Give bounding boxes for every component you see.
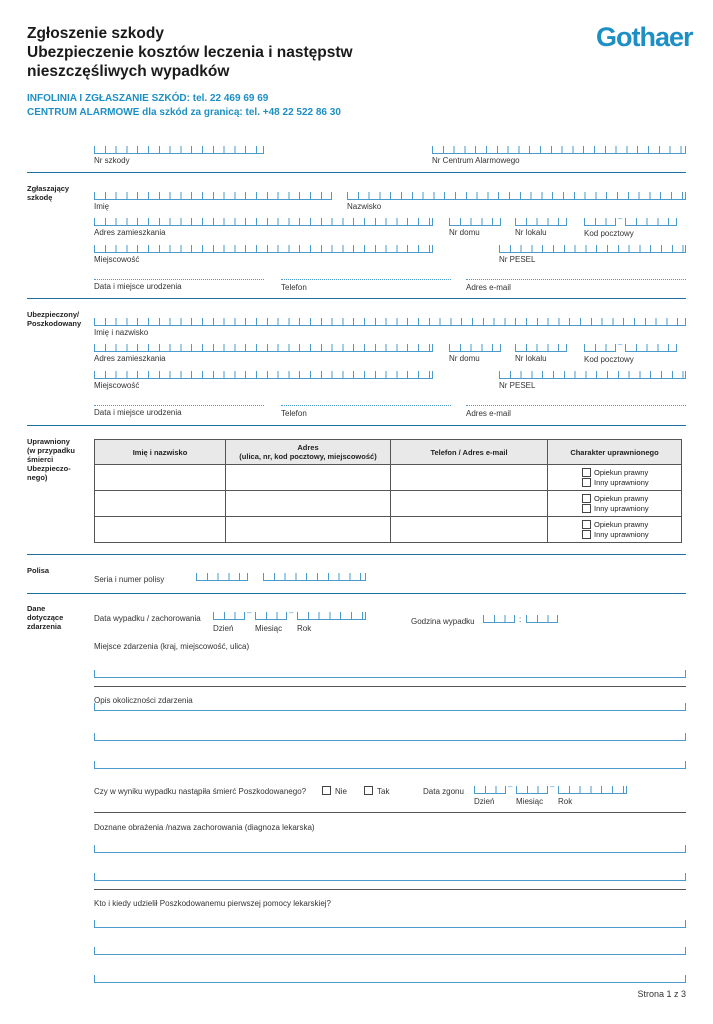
claim-no-field[interactable] [94,146,264,154]
table-row [95,491,682,517]
first-aid-line-2[interactable] [94,947,686,955]
death-no-checkbox[interactable] [322,786,331,795]
death-month-field[interactable] [516,786,548,794]
first-aid-label: Kto i kiedy udzielił Poszkodowanemu pierwszej pomocy lekarskiej? [94,899,331,908]
reporter-city-field[interactable] [94,245,433,253]
event-hour-label: Godzina wypadku [411,617,475,626]
event-day-label: Dzień [213,624,234,633]
divider [27,593,686,594]
entitled-table [94,439,682,543]
death-day-field[interactable] [474,786,506,794]
reporter-postal-field-b[interactable] [625,218,677,226]
col-name: Imię i nazwisko [95,440,226,465]
death-date-label: Data zgonu [423,787,464,796]
divider [94,889,686,890]
reporter-house-no-label: Nr domu [449,228,480,237]
alarm-no-field[interactable] [432,146,686,154]
reporter-pesel-field[interactable] [499,245,686,253]
cell-name[interactable] [95,465,226,491]
table-row [95,517,682,543]
injuries-line-1[interactable] [94,845,686,853]
reporter-first-name-label: Imię [94,202,110,211]
dash: – [618,214,623,223]
event-description-line-1[interactable] [94,703,686,711]
section-entitled: Uprawniony (w przypadku śmierci Ubezpieczo-nego) [27,437,75,482]
reporter-phone-field[interactable] [281,279,451,280]
event-hour-field[interactable] [483,615,515,623]
section-insured: Ubezpieczony/ Poszkodowany [27,310,82,328]
reporter-flat-no-label: Nr lokalu [515,228,547,237]
reporter-postal-label: Kod pocztowy [584,229,634,238]
death-month-label: Miesiąc [516,797,544,806]
cell-address[interactable] [226,465,391,491]
insured-address-field[interactable] [94,344,433,352]
insured-name-field[interactable] [94,318,686,326]
insured-city-field[interactable] [94,371,433,379]
reporter-birth-label: Data i miejsce urodzenia [94,282,182,291]
cell-name[interactable] [95,517,226,543]
dash: – [618,340,623,349]
checkbox[interactable] [582,494,591,503]
cell-address[interactable] [226,517,391,543]
event-description-line-2[interactable] [94,733,686,741]
page-number: Strona 1 z 3 [637,989,686,999]
insured-flat-no-field[interactable] [515,344,567,352]
death-yes-checkbox[interactable] [364,786,373,795]
section-event: Dane dotyczące zdarzenia [27,604,64,631]
event-minute-field[interactable] [526,615,558,623]
death-year-label: Rok [558,797,573,806]
checkbox[interactable] [582,468,591,477]
gothaer-logo: Gothaer [596,22,693,52]
divider [27,554,686,555]
form-title: Zgłoszenie szkody Ubezpieczenie kosztów leczenia i następstw nieszczęśliwych wypadków [27,25,353,80]
reporter-postal-field-a[interactable] [584,218,616,226]
cell-name[interactable] [95,491,226,517]
injuries-label: Doznane obrażenia /nazwa zachorowania (diagnoza lekarska) [94,823,315,832]
reporter-email-field[interactable] [466,279,686,280]
event-year-field[interactable] [297,612,366,620]
insured-pesel-field[interactable] [499,371,686,379]
event-month-label: Miesiąc [255,624,283,633]
injuries-line-2[interactable] [94,873,686,881]
insured-email-field[interactable] [466,405,686,406]
checkbox[interactable] [582,504,591,513]
cell-character: Opiekun prawny Inny uprawniony [548,517,682,543]
policy-number-field[interactable] [263,573,366,581]
reporter-last-name-label: Nazwisko [347,202,382,211]
col-character: Charakter uprawnionego [548,440,682,465]
death-year-field[interactable] [558,786,627,794]
reporter-flat-no-field[interactable] [515,218,567,226]
insured-birth-field[interactable] [94,405,264,406]
event-place-label: Miejsce zdarzenia (kraj, miejscowość, ulica) [94,642,250,651]
reporter-email-label: Adres e-mail [466,283,511,292]
death-day-label: Dzień [474,797,495,806]
insured-house-no-label: Nr domu [449,354,480,363]
cell-character: Opiekun prawny Inny uprawniony [548,491,682,517]
event-date-label: Data wypadku / zachorowania [94,614,201,623]
first-aid-line-1[interactable] [94,920,686,928]
col-address: Adres (ulica, nr, kod pocztowy, miejscowość) [226,440,391,465]
cell-contact[interactable] [391,465,548,491]
event-day-field[interactable] [213,612,245,620]
dash: – [508,782,513,791]
first-aid-line-3[interactable] [94,975,686,983]
event-place-field[interactable] [94,670,686,678]
reporter-birth-field[interactable] [94,279,264,280]
insured-postal-label: Kod pocztowy [584,355,634,364]
death-yes-label: Tak [377,787,390,796]
reporter-last-name-field[interactable] [347,192,686,200]
policy-series-label: Seria i numer polisy [94,575,165,584]
insured-address-label: Adres zamieszkania [94,354,166,363]
death-question: Czy w wyniku wypadku nastąpiła śmierć Poszkodowanego? [94,787,307,796]
insured-city-label: Miejscowość [94,381,140,390]
reporter-address-label: Adres zamieszkania [94,228,166,237]
checkbox[interactable] [582,530,591,539]
reporter-address-field[interactable] [94,218,433,226]
checkbox[interactable] [582,520,591,529]
dash: – [247,608,252,617]
section-policy: Polisa [27,566,50,575]
death-no-label: Nie [335,787,348,796]
reporter-first-name-field[interactable] [94,192,332,200]
cell-contact[interactable] [391,491,548,517]
dash: – [289,608,294,617]
divider [27,172,686,173]
divider [94,686,686,687]
cell-address[interactable] [226,491,391,517]
event-month-field[interactable] [255,612,287,620]
claim-no-label: Nr szkody [94,156,130,165]
policy-series-field[interactable] [196,573,248,581]
checkbox[interactable] [582,478,591,487]
insured-phone-label: Telefon [281,409,307,418]
contact-info: INFOLINIA I ZGŁASZANIE SZKÓD: tel. 22 469 69 69 CENTRUM ALARMOWE dla szkód za granicą: tel. +48 22 522 86 30 [27,93,341,118]
insured-postal-field-a[interactable] [584,344,616,352]
event-year-label: Rok [297,624,312,633]
reporter-house-no-field[interactable] [449,218,501,226]
insured-postal-field-b[interactable] [625,344,677,352]
cell-character: Opiekun prawny Inny uprawniony [548,465,682,491]
divider [27,425,686,426]
insured-pesel-label: Nr PESEL [499,381,536,390]
insured-phone-field[interactable] [281,405,451,406]
insured-birth-label: Data i miejsce urodzenia [94,408,182,417]
dash: – [550,782,555,791]
event-description-line-3[interactable] [94,761,686,769]
cell-contact[interactable] [391,517,548,543]
reporter-phone-label: Telefon [281,283,307,292]
event-description-label: Opis okoliczności zdarzenia [94,696,193,705]
insured-house-no-field[interactable] [449,344,501,352]
divider [27,298,686,299]
alarm-no-label: Nr Centrum Alarmowego [432,156,520,165]
divider [94,812,686,813]
insured-flat-no-label: Nr lokalu [515,354,547,363]
section-reporter: Zgłaszający szkodę [27,184,70,202]
reporter-pesel-label: Nr PESEL [499,255,536,264]
col-contact: Telefon / Adres e-mail [391,440,548,465]
insured-name-label: Imię i nazwisko [94,328,149,337]
colon: : [519,615,522,624]
reporter-city-label: Miejscowość [94,255,140,264]
table-row [95,465,682,491]
insured-email-label: Adres e-mail [466,409,511,418]
